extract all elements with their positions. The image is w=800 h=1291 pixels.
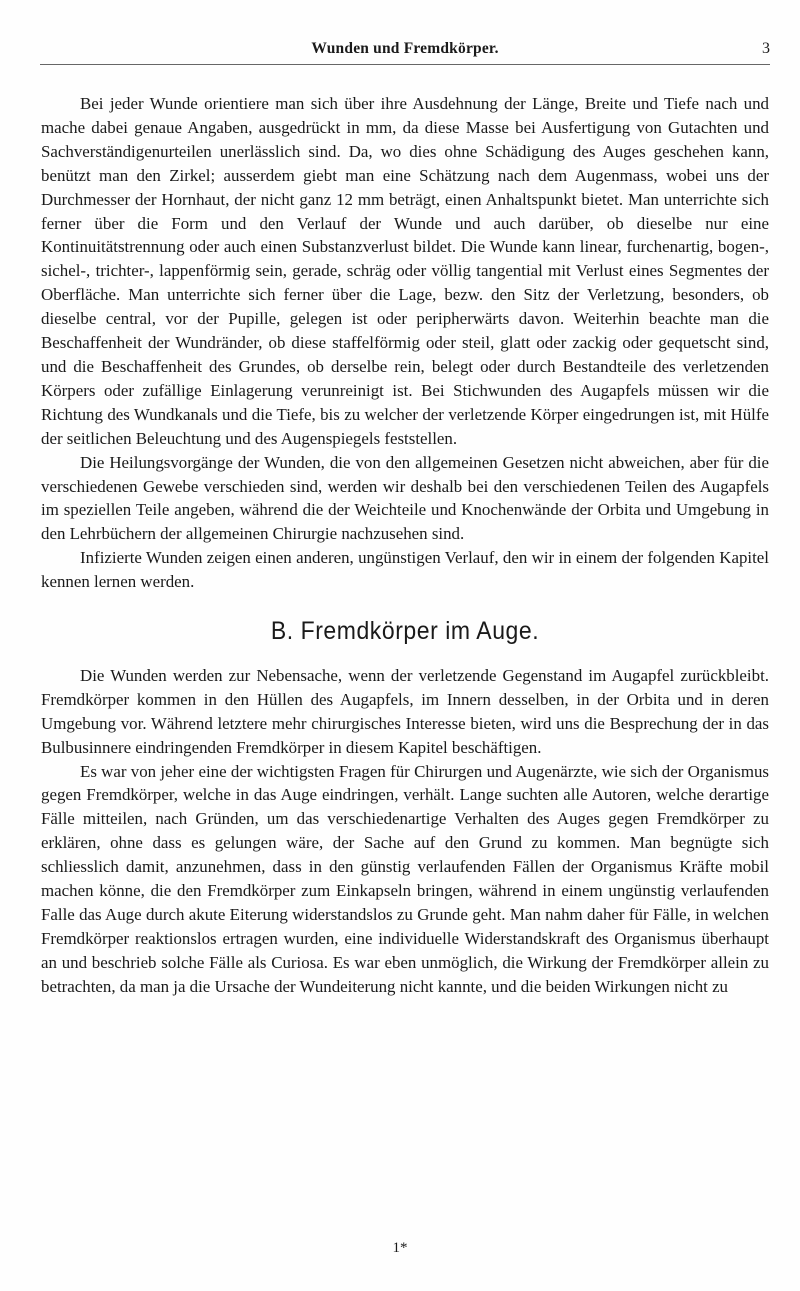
paragraph: Es war von jeher eine der wichtigsten Fragen für Chirurgen und Augenärzte, wie sich der Organismus gegen Fremdkörper, welche in das Auge eindringen, verhält. Lange suchten alle Autoren, welche derartige Fälle mitteilen, nach Gründen, um das verschiedenartige Verhalten des Auges gegen Fremdkörper zu erklären, ohne dass es gelungen wäre, der Sache auf den Grund zu kommen. Man begnügte sich schliesslich damit, anzunehmen, dass in den günstig verlaufenden Fällen der Organismus Kräfte mobil machen könne, die den Fremdkörper zum Einkapseln bringen, während in einem ungünstig verlaufenden Falle das Auge durch akute Eiterung widerstandslos zu Grunde geht. Man nahm daher für Fälle, in welchen Fremdkörper reaktionslos ertragen wurden, eine individuelle Widerstandskraft des Organismus überhaupt an und beschrieb solche Fälle als Curiosa. Es war eben unmöglich, die Wirkung der Fremdkörper allein zu betrachten, da man ja die Ursache der Wundeiterung nicht kannte, und die beiden Wirkungen nicht zu	[41, 761, 769, 996]
running-head: Wunden und Fremdkörper.	[311, 40, 499, 57]
section-heading: B. Fremdkörper im Auge.	[270, 617, 540, 646]
header-rule	[40, 64, 770, 65]
signature-mark: 1*	[392, 1240, 408, 1256]
paragraph: Die Heilungsvorgänge der Wunden, die von den allgemeinen Gesetzen nicht abweichen, aber für die verschiedenen Gewebe verschieden sind, werden wir deshalb bei den verschiedenen Teilen des Augapfels im speziellen Teile angeben, während die der Weichteile und Knochenwände der Orbita und Umgebung in den Lehrbüchern der allgemeinen Chirurgie nachzusehen sind.	[41, 452, 769, 544]
body-text	[41, 92, 769, 999]
page-number: 3	[762, 40, 770, 57]
page-header	[40, 40, 770, 66]
paragraph: Die Wunden werden zur Nebensache, wenn der verletzende Gegenstand im Augapfel zurückbleibt. Fremdkörper kommen in den Hüllen des Augapfels, im Innern desselben, in der Orbita und in deren Umgebung vor. Während letztere mehr chirurgisches Interesse bieten, wird uns die Besprechung der in das Bulbusinnere eindringenden Fremdkörper in diesem Kapitel beschäftigen.	[41, 665, 769, 757]
paragraph: Infizierte Wunden zeigen einen anderen, ungünstigen Verlauf, den wir in einem der folgenden Kapitel kennen lernen werden.	[41, 548, 769, 592]
paragraph: Bei jeder Wunde orientiere man sich über ihre Ausdehnung der Länge, Breite und Tiefe nach und mache dabei genaue Angaben, ausgedrückt in mm, da diese Masse bei Ausfertigung von Gutachten und Sachverständigenurteilen unerlässlich sind. Da, wo dies ohne Schädigung des Auges geschehen kann, benützt man den Zirkel; ausserdem giebt man eine Schätzung nach dem Augenmass, wobei uns der Durchmesser der Hornhaut, der nicht ganz 12 mm beträgt, einen Anhaltspunkt bietet. Man unterrichte sich ferner über die Form und den Verlauf der Wunde und auch darüber, ob dieselbe nur eine Kontinuitätstrennung oder auch einen Substanzverlust bildet. Die Wunde kann linear, furchenartig, bogen-, sichel-, trichter-, lappenförmig sein, gerade, schräg oder völlig tangential mit Verlust eines Segmentes der Oberfläche. Man unterrichte sich ferner über die Lage, bezw. den Sitz der Verletzung, besonders, ob dieselbe central, vor der Pupille, gelegen ist oder peripherwärts davon. Weiterhin beachte man die Beschaffenheit der Wundränder, ob diese staffelförmig oder steil, glatt oder zackig oder gequetscht sind, und die Beschaffenheit des Grundes, ob derselbe rein, belegt oder durch Bestandteile des verletzenden Körpers oder zufällige Einlagerung verunreinigt ist. Bei Stichwunden des Augapfels müssen wir die Richtung des Wundkanals und die Tiefe, bis zu welcher der verletzende Körper eingedrungen ist, mit Hülfe der seitlichen Beleuchtung und des Augenspiegels feststellen.	[41, 94, 769, 448]
